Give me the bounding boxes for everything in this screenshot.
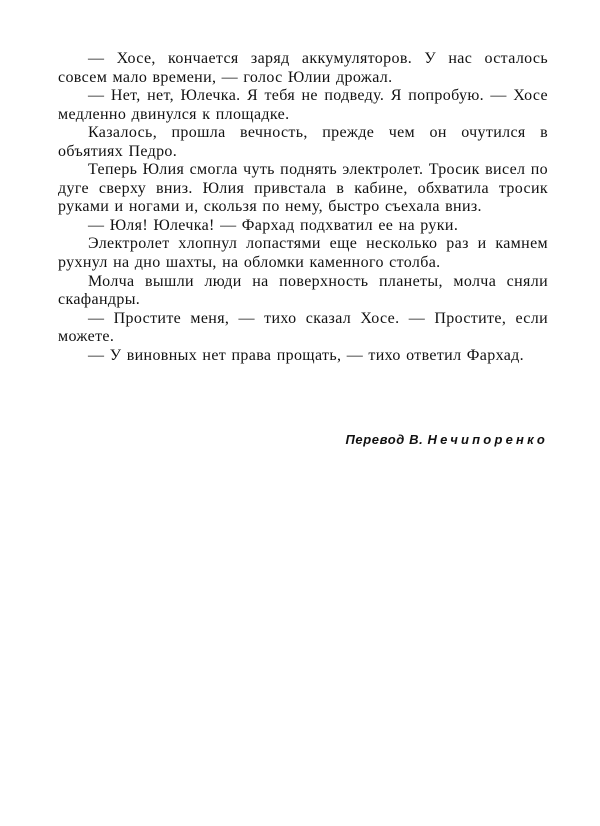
paragraph: — Нет, нет, Юлечка. Я тебя не подведу. Я попробую. — Хосе медленно двинулся к площадке. <box>58 87 548 123</box>
paragraph: — У виновных нет права прощать, — тихо ответил Фархад. <box>88 346 525 364</box>
story-text <box>58 50 548 365</box>
paragraph: Теперь Юлия смогла чуть поднять электролет. Тросик висел по дуге сверху вниз. Юлия привстала в кабине, обхватила тросик руками и ногами и, скользя по нему, быстро съехала вниз. <box>58 161 549 216</box>
paragraph: — Юля! Юлечка! — Фархад подхватил ее на руки. <box>88 216 459 234</box>
paragraph: — Простите меня, — тихо сказал Хосе. — Простите, если можете. <box>58 309 548 346</box>
translator-name: Нечипоренко <box>427 432 548 447</box>
paragraph: — Хосе, кончается заряд аккумуляторов. У нас осталось совсем мало времени, — голос Юлии дрожал. <box>58 50 548 86</box>
translator-credit-prefix: Перевод В. <box>345 432 428 447</box>
paragraph: Казалось, прошла вечность, прежде чем он очутился в объятиях Педро. <box>58 124 548 160</box>
paragraph: Молча вышли люди на поверхность планеты, молча сняли скафандры. <box>58 272 548 309</box>
paragraph: Электролет хлопнул лопастями еще несколько раз и камнем рухнул на дно шахты, на обломки каменного столба. <box>58 235 548 272</box>
translator-credit <box>333 432 548 448</box>
